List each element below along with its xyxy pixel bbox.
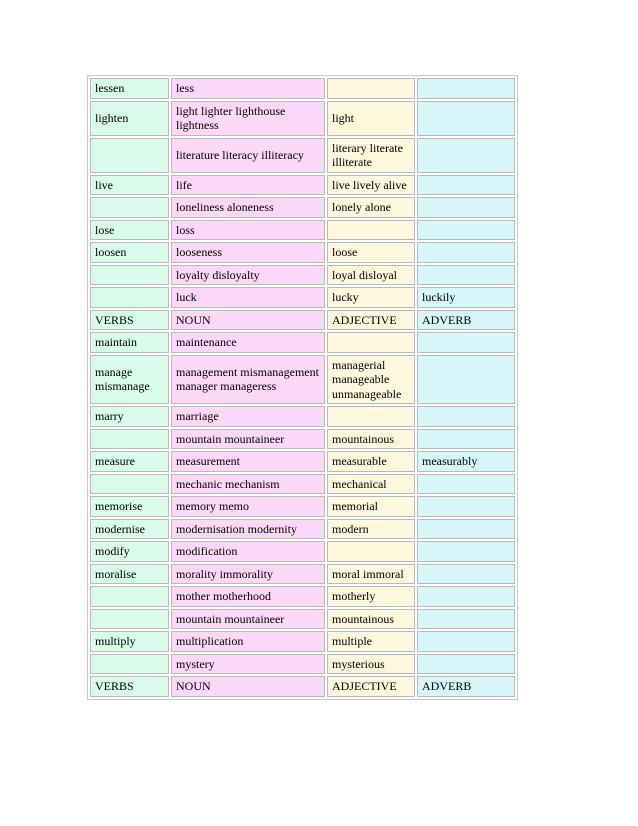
cell-adverb (417, 175, 515, 196)
table-row (90, 541, 515, 562)
cell-adverb (417, 197, 515, 218)
cell-noun: life (171, 175, 325, 196)
cell-adverb (417, 406, 515, 427)
cell-adjective: managerial manageable unmanageable (327, 355, 415, 405)
table-row (90, 474, 515, 495)
cell-verb: marry (90, 406, 169, 427)
cell-noun: maintenance (171, 332, 325, 353)
cell-adjective: mysterious (327, 654, 415, 675)
cell-verb: live (90, 175, 169, 196)
cell-verb: lose (90, 220, 169, 241)
header-cell-noun: NOUN (171, 676, 325, 697)
cell-noun: mother motherhood (171, 586, 325, 607)
table-row (90, 287, 515, 308)
table-row (90, 242, 515, 263)
table-row (90, 586, 515, 607)
cell-adverb (417, 265, 515, 286)
cell-adjective: literary literate illiterate (327, 138, 415, 173)
table-row (90, 175, 515, 196)
cell-adverb (417, 78, 515, 99)
table-row (90, 496, 515, 517)
table-row (90, 265, 515, 286)
cell-adverb (417, 631, 515, 652)
table-row (90, 609, 515, 630)
header-cell-adjective: ADJECTIVE (327, 676, 415, 697)
cell-verb: lighten (90, 101, 169, 136)
cell-noun: mountain mountaineer (171, 429, 325, 450)
cell-noun: looseness (171, 242, 325, 263)
cell-noun: less (171, 78, 325, 99)
cell-verb (90, 654, 169, 675)
table-row (90, 406, 515, 427)
header-cell-noun: NOUN (171, 310, 325, 331)
cell-noun: mystery (171, 654, 325, 675)
cell-verb: loosen (90, 242, 169, 263)
cell-adverb (417, 586, 515, 607)
cell-adjective: memorial (327, 496, 415, 517)
cell-verb: memorise (90, 496, 169, 517)
cell-adverb (417, 654, 515, 675)
table-row (90, 519, 515, 540)
cell-noun: measurement (171, 451, 325, 472)
header-cell-verb: VERBS (90, 676, 169, 697)
cell-adjective (327, 332, 415, 353)
cell-adjective: multiple (327, 631, 415, 652)
table-row (90, 138, 515, 173)
header-cell-adverb: ADVERB (417, 676, 515, 697)
cell-verb: lessen (90, 78, 169, 99)
table-row (90, 78, 515, 99)
table-row (90, 101, 515, 136)
cell-adverb (417, 101, 515, 136)
table-row (90, 631, 515, 652)
cell-adverb (417, 541, 515, 562)
cell-noun: mechanic mechanism (171, 474, 325, 495)
cell-verb (90, 609, 169, 630)
cell-adjective: measurable (327, 451, 415, 472)
cell-verb (90, 287, 169, 308)
cell-noun: modernisation modernity (171, 519, 325, 540)
cell-verb: manage mismanage (90, 355, 169, 405)
cell-adjective (327, 220, 415, 241)
cell-verb: moralise (90, 564, 169, 585)
table-row (90, 332, 515, 353)
cell-verb (90, 265, 169, 286)
cell-noun: modification (171, 541, 325, 562)
cell-adverb (417, 355, 515, 405)
cell-verb: modernise (90, 519, 169, 540)
cell-adjective: moral immoral (327, 564, 415, 585)
cell-adverb (417, 474, 515, 495)
cell-adjective (327, 406, 415, 427)
cell-verb: modify (90, 541, 169, 562)
cell-adverb (417, 429, 515, 450)
cell-adjective: loose (327, 242, 415, 263)
table-row (90, 654, 515, 675)
cell-adjective: mechanical (327, 474, 415, 495)
cell-adverb: luckily (417, 287, 515, 308)
cell-noun: loyalty disloyalty (171, 265, 325, 286)
cell-verb (90, 138, 169, 173)
cell-adjective (327, 541, 415, 562)
cell-adverb (417, 609, 515, 630)
word-forms-table (87, 75, 518, 700)
cell-noun: multiplication (171, 631, 325, 652)
cell-adverb: measurably (417, 451, 515, 472)
header-cell-adverb: ADVERB (417, 310, 515, 331)
header-cell-verb: VERBS (90, 310, 169, 331)
cell-verb (90, 197, 169, 218)
cell-adjective: modern (327, 519, 415, 540)
cell-verb: multiply (90, 631, 169, 652)
cell-noun: management mismanagement manager manageress (171, 355, 325, 405)
cell-adjective: motherly (327, 586, 415, 607)
table-body (90, 78, 515, 697)
cell-adjective: mountainous (327, 429, 415, 450)
cell-noun: literature literacy illiteracy (171, 138, 325, 173)
cell-adverb (417, 220, 515, 241)
cell-adjective: lonely alone (327, 197, 415, 218)
cell-noun: loss (171, 220, 325, 241)
cell-verb (90, 429, 169, 450)
table-row (90, 564, 515, 585)
cell-verb: measure (90, 451, 169, 472)
cell-adjective: light (327, 101, 415, 136)
table-row (90, 451, 515, 472)
cell-noun: memory memo (171, 496, 325, 517)
cell-noun: loneliness aloneness (171, 197, 325, 218)
cell-adjective: lucky (327, 287, 415, 308)
cell-adjective: live lively alive (327, 175, 415, 196)
cell-noun: luck (171, 287, 325, 308)
table-row (90, 197, 515, 218)
cell-noun: mountain mountaineer (171, 609, 325, 630)
cell-adjective: mountainous (327, 609, 415, 630)
cell-adverb (417, 332, 515, 353)
cell-adjective (327, 78, 415, 99)
cell-adverb (417, 138, 515, 173)
cell-verb (90, 586, 169, 607)
table-row (90, 355, 515, 405)
header-row (90, 310, 515, 331)
table-row (90, 220, 515, 241)
cell-noun: light lighter lighthouse lightness (171, 101, 325, 136)
cell-adverb (417, 564, 515, 585)
header-cell-adjective: ADJECTIVE (327, 310, 415, 331)
cell-adverb (417, 242, 515, 263)
cell-noun: morality immorality (171, 564, 325, 585)
cell-verb: maintain (90, 332, 169, 353)
cell-noun: marriage (171, 406, 325, 427)
cell-adverb (417, 519, 515, 540)
header-row (90, 676, 515, 697)
cell-adverb (417, 496, 515, 517)
cell-adjective: loyal disloyal (327, 265, 415, 286)
table-row (90, 429, 515, 450)
cell-verb (90, 474, 169, 495)
